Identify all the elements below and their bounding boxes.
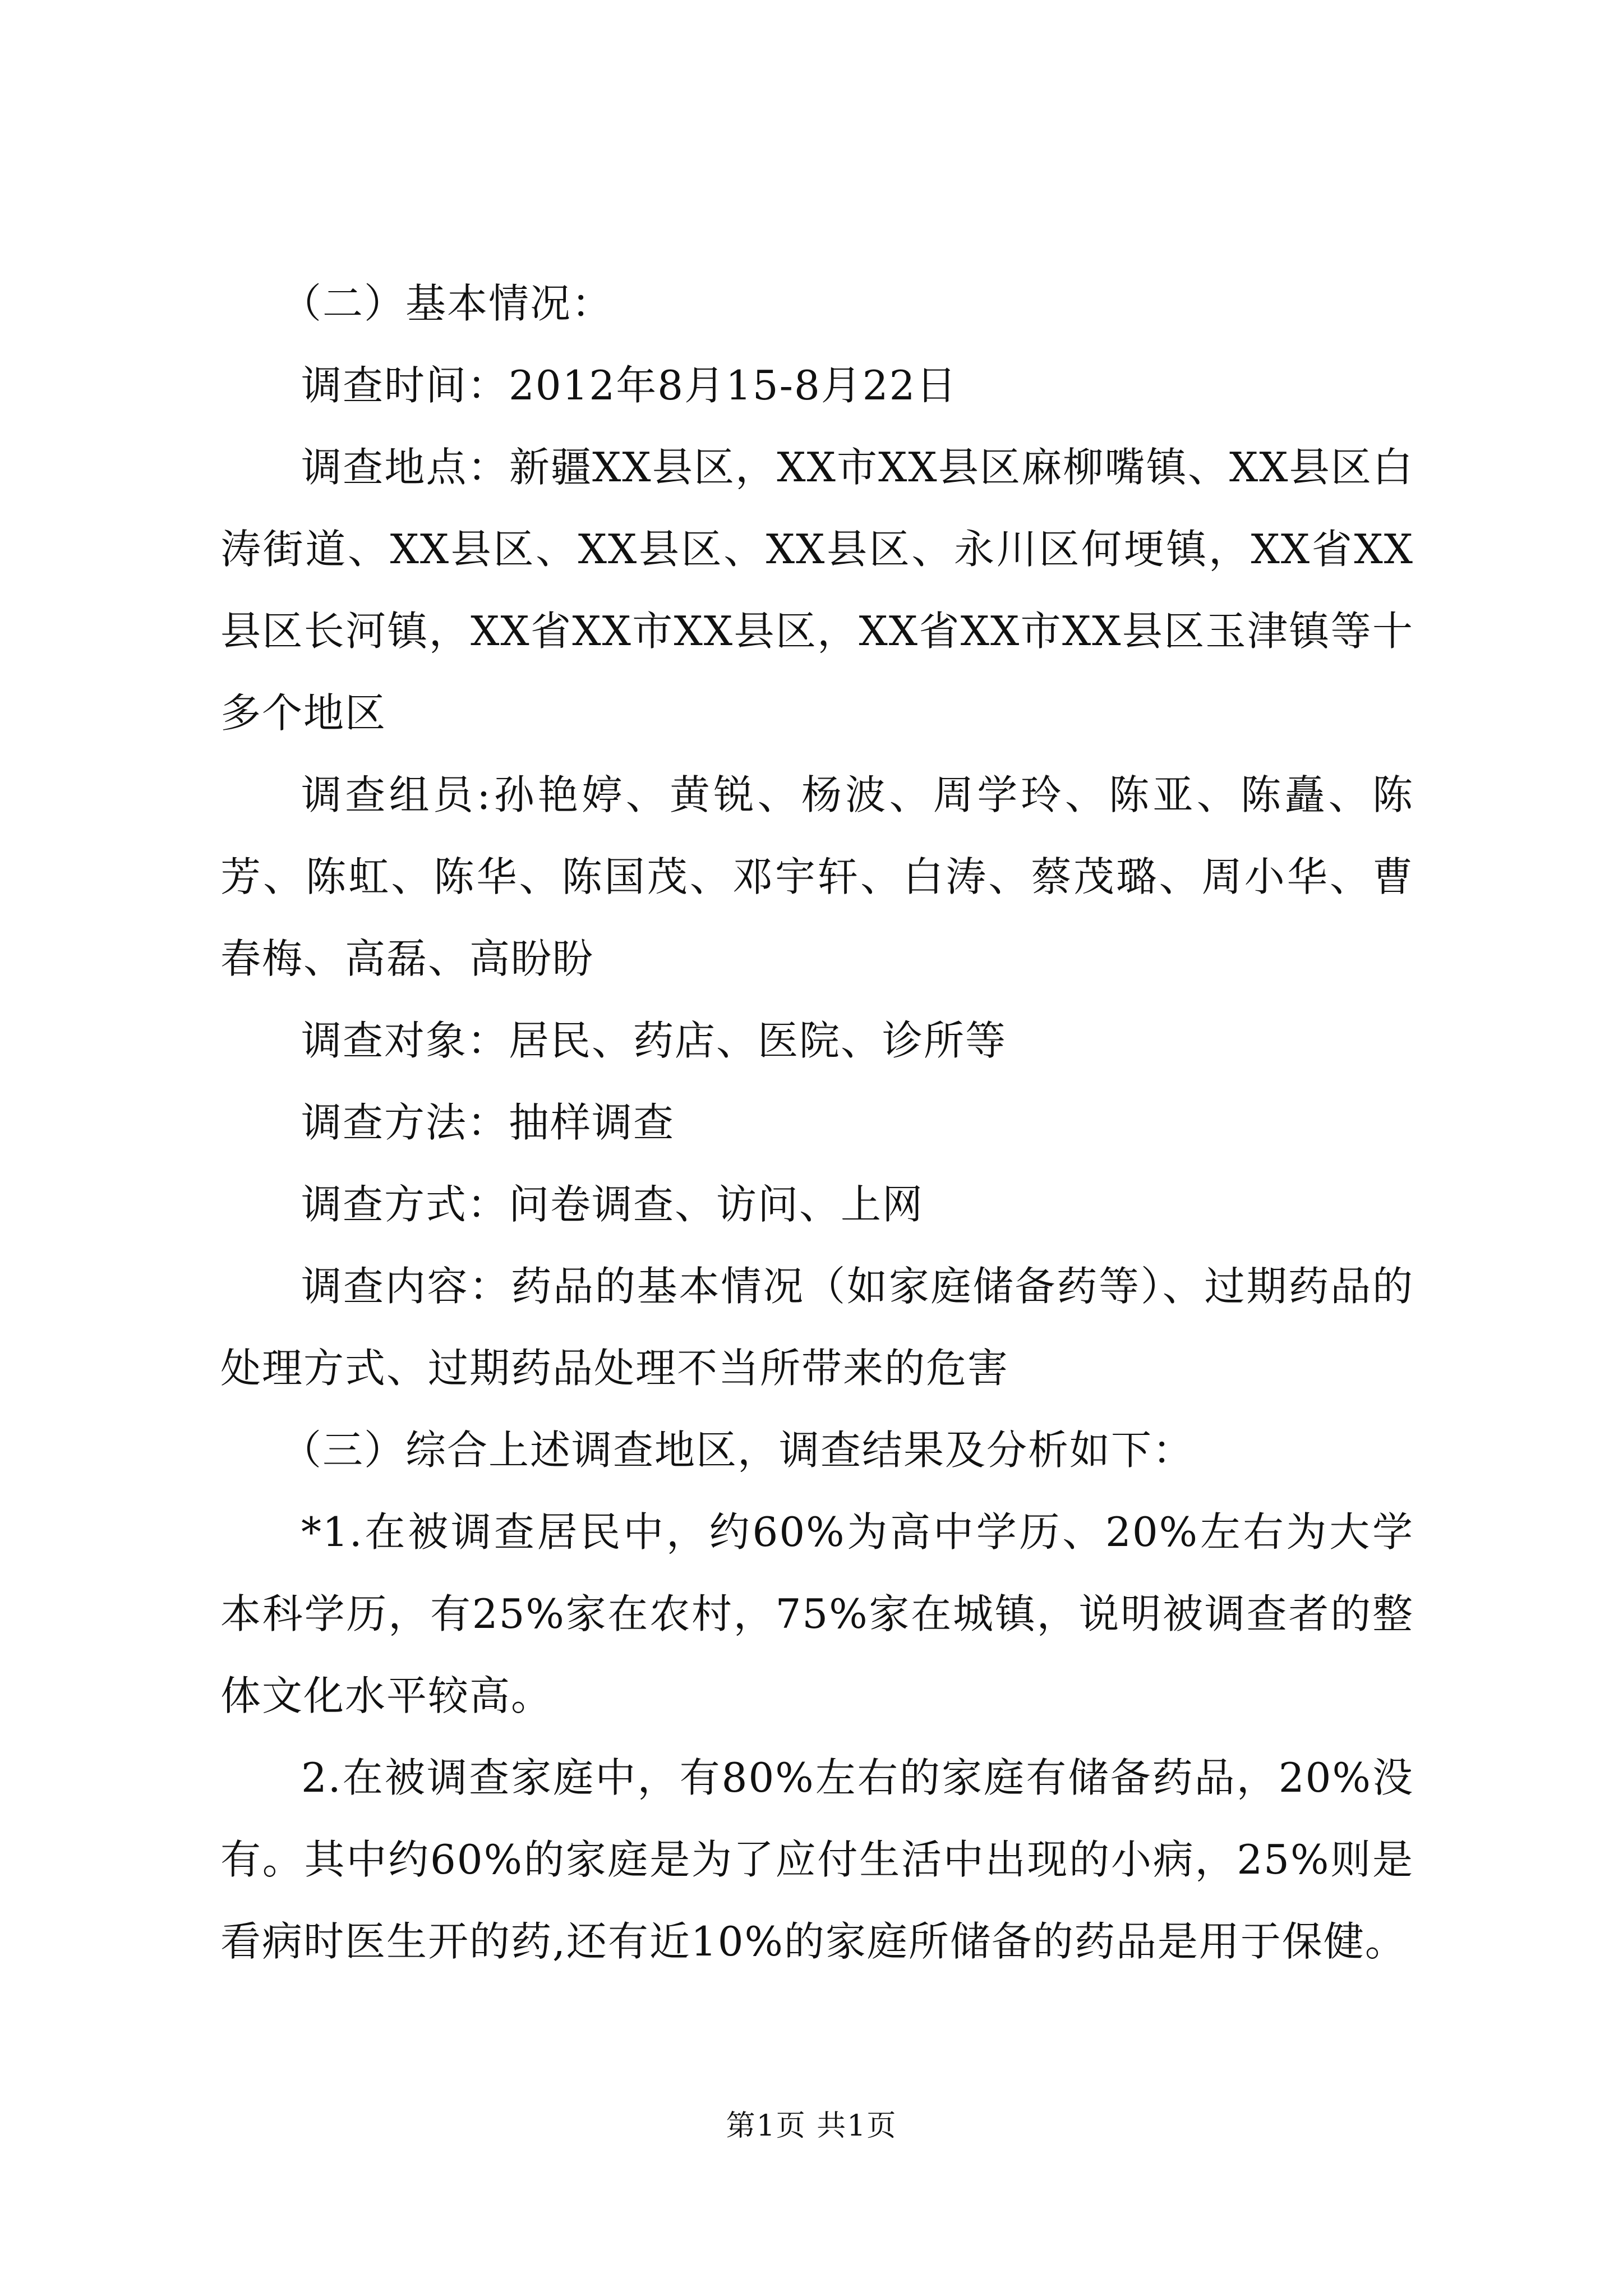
result-item-1: *1.在被调查居民中，约60%为高中学历、20%左右为大学本科学历，有25%家在农村，75%家在城镇，说明被调查者的整体文化水平较高。 (220, 1508, 1414, 1719)
survey-approach: 调查方式：问卷调查、访问、上网 (301, 1181, 924, 1228)
document-body (220, 263, 1414, 1982)
survey-targets: 调查对象：居民、药店、医院、诊所等 (301, 1017, 1007, 1064)
result-item-2: 2.在被调查家庭中，有80%左右的家庭有储备药品，20%没有。其中约60%的家庭是为了应付生活中出现的小病，25%则是看病时医生开的药,还有近10%的家庭所储备的药品是用于保健。 (220, 1754, 1414, 1965)
survey-locations: 调查地点：新疆XX县区，XX市XX县区麻柳嘴镇、XX县区白涛街道、XX县区、XX县区、XX县区、永川区何埂镇，XX省XX县区长河镇，XX省XX市XX县区，XX省XX市XX县区玉津镇等十多个地区 (220, 444, 1414, 737)
survey-method: 调查方法：抽样调查 (301, 1099, 675, 1146)
survey-members: 调查组员:孙艳婷、黄锐、杨波、周学玲、陈亚、陈矗、陈芳、陈虹、陈华、陈国茂、邓宇轩、白涛、蔡茂璐、周小华、曹春梅、高磊、高盼盼 (220, 771, 1414, 982)
page-footer: 第1页 共1页 (726, 2109, 897, 2143)
section-heading-basic-info: （二）基本情况： (281, 280, 614, 327)
section-heading-results: （三）综合上述调查地区，调查结果及分析如下： (281, 1427, 1195, 1474)
survey-content: 调查内容：药品的基本情况（如家庭储备药等）、过期药品的处理方式、过期药品处理不当所带来的危害 (220, 1263, 1414, 1392)
survey-time: 调查时间：2012年8月15-8月22日 (301, 362, 958, 409)
